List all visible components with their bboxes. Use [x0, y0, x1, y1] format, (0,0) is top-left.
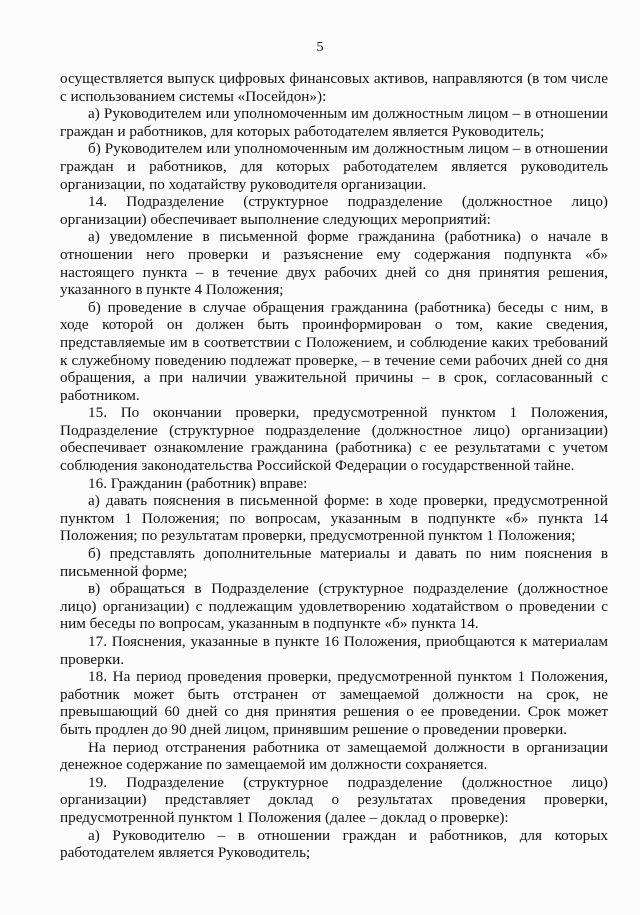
- paragraph: в) обращаться в Подразделение (структурное подразделение (должностное лицо) организации) с подлежащим удовлетворению ходатайством о проведении с ним беседы по вопросам, указанным в подпункте «б» пункта 14.: [60, 580, 608, 633]
- paragraph: а) давать пояснения в письменной форме: в ходе проверки, предусмотренной пунктом 1 Положения; по вопросам, указанным в подпункте «б» пункта 14 Положения; по результатам проверки, предусмотренной пунктом 1 Положения;: [60, 492, 608, 545]
- paragraph: а) Руководителю – в отношении граждан и работников, для которых работодателем является Руководитель;: [60, 826, 608, 862]
- paragraph: б) Руководителем или уполномоченным им должностным лицом – в отношении граждан и работников, для которых работодателем является руководитель организации, по ходатайству руководителя организации.: [60, 140, 608, 193]
- paragraph: 17. Пояснения, указанные в пункте 16 Положения, приобщаются к материалам проверки.: [60, 633, 608, 668]
- paragraph: На период отстранения работника от замещаемой должности в организации денежное содержание по замещаемой им должности сохраняется.: [60, 738, 608, 774]
- paragraph: 18. На период проведения проверки, предусмотренной пунктом 1 Положения, работник может быть отстранен от замещаемой должности на срок, не превышающий 60 дней со дня принятия решения о ее проведении. Срок может быть продлен до 90 дней лицом, принявшим решение о проведении проверки.: [60, 668, 608, 738]
- paragraph: 15. По окончании проверки, предусмотренной пунктом 1 Положения, Подразделение (структурное подразделение (должностное лицо) организации) обеспечивает ознакомление гражданина (работника) с ее результатами с учетом соблюдения законодательства Российской Федерации о государственной тайне.: [60, 404, 608, 475]
- page-number: 5: [316, 40, 324, 55]
- document-body: [60, 70, 608, 862]
- paragraph: б) проведение в случае обращения гражданина (работника) беседы с ним, в ходе которой он должен быть проинформирован о том, какие сведения, представляемые им в соответствии с Положением, и соблюдение каких требований к служебному поведению подлежат проверке, – в течение семи рабочих дней со дня обращения, а при наличии уважительной причины – в срок, согласованный с работником.: [60, 298, 608, 404]
- paragraph: осуществляется выпуск цифровых финансовых активов, направляются (в том числе с использованием системы «Посейдон»):: [60, 70, 608, 105]
- paragraph: б) представлять дополнительные материалы и давать по ним пояснения в письменной форме;: [60, 545, 608, 580]
- paragraph: 16. Гражданин (работник) вправе:: [88, 474, 308, 492]
- paragraph: а) уведомление в письменной форме гражданина (работника) о начале в отношении него проверки и разъяснение ему содержания подпункта «б» настоящего пункта – в течение двух рабочих дней со дня принятия решения, указанного в пункте 4 Положения;: [60, 228, 608, 299]
- paragraph: 19. Подразделение (структурное подразделение (должностное лицо) организации) представляет доклад о результатах проведения проверки, предусмотренной пунктом 1 Положения (далее – доклад о проверке):: [60, 773, 608, 826]
- paragraph: а) Руководителем или уполномоченным им должностным лицом – в отношении граждан и работников, для которых работодателем является Руководитель;: [60, 105, 608, 140]
- paragraph: 14. Подразделение (структурное подразделение (должностное лицо) организации) обеспечивает выполнение следующих мероприятий:: [60, 193, 608, 228]
